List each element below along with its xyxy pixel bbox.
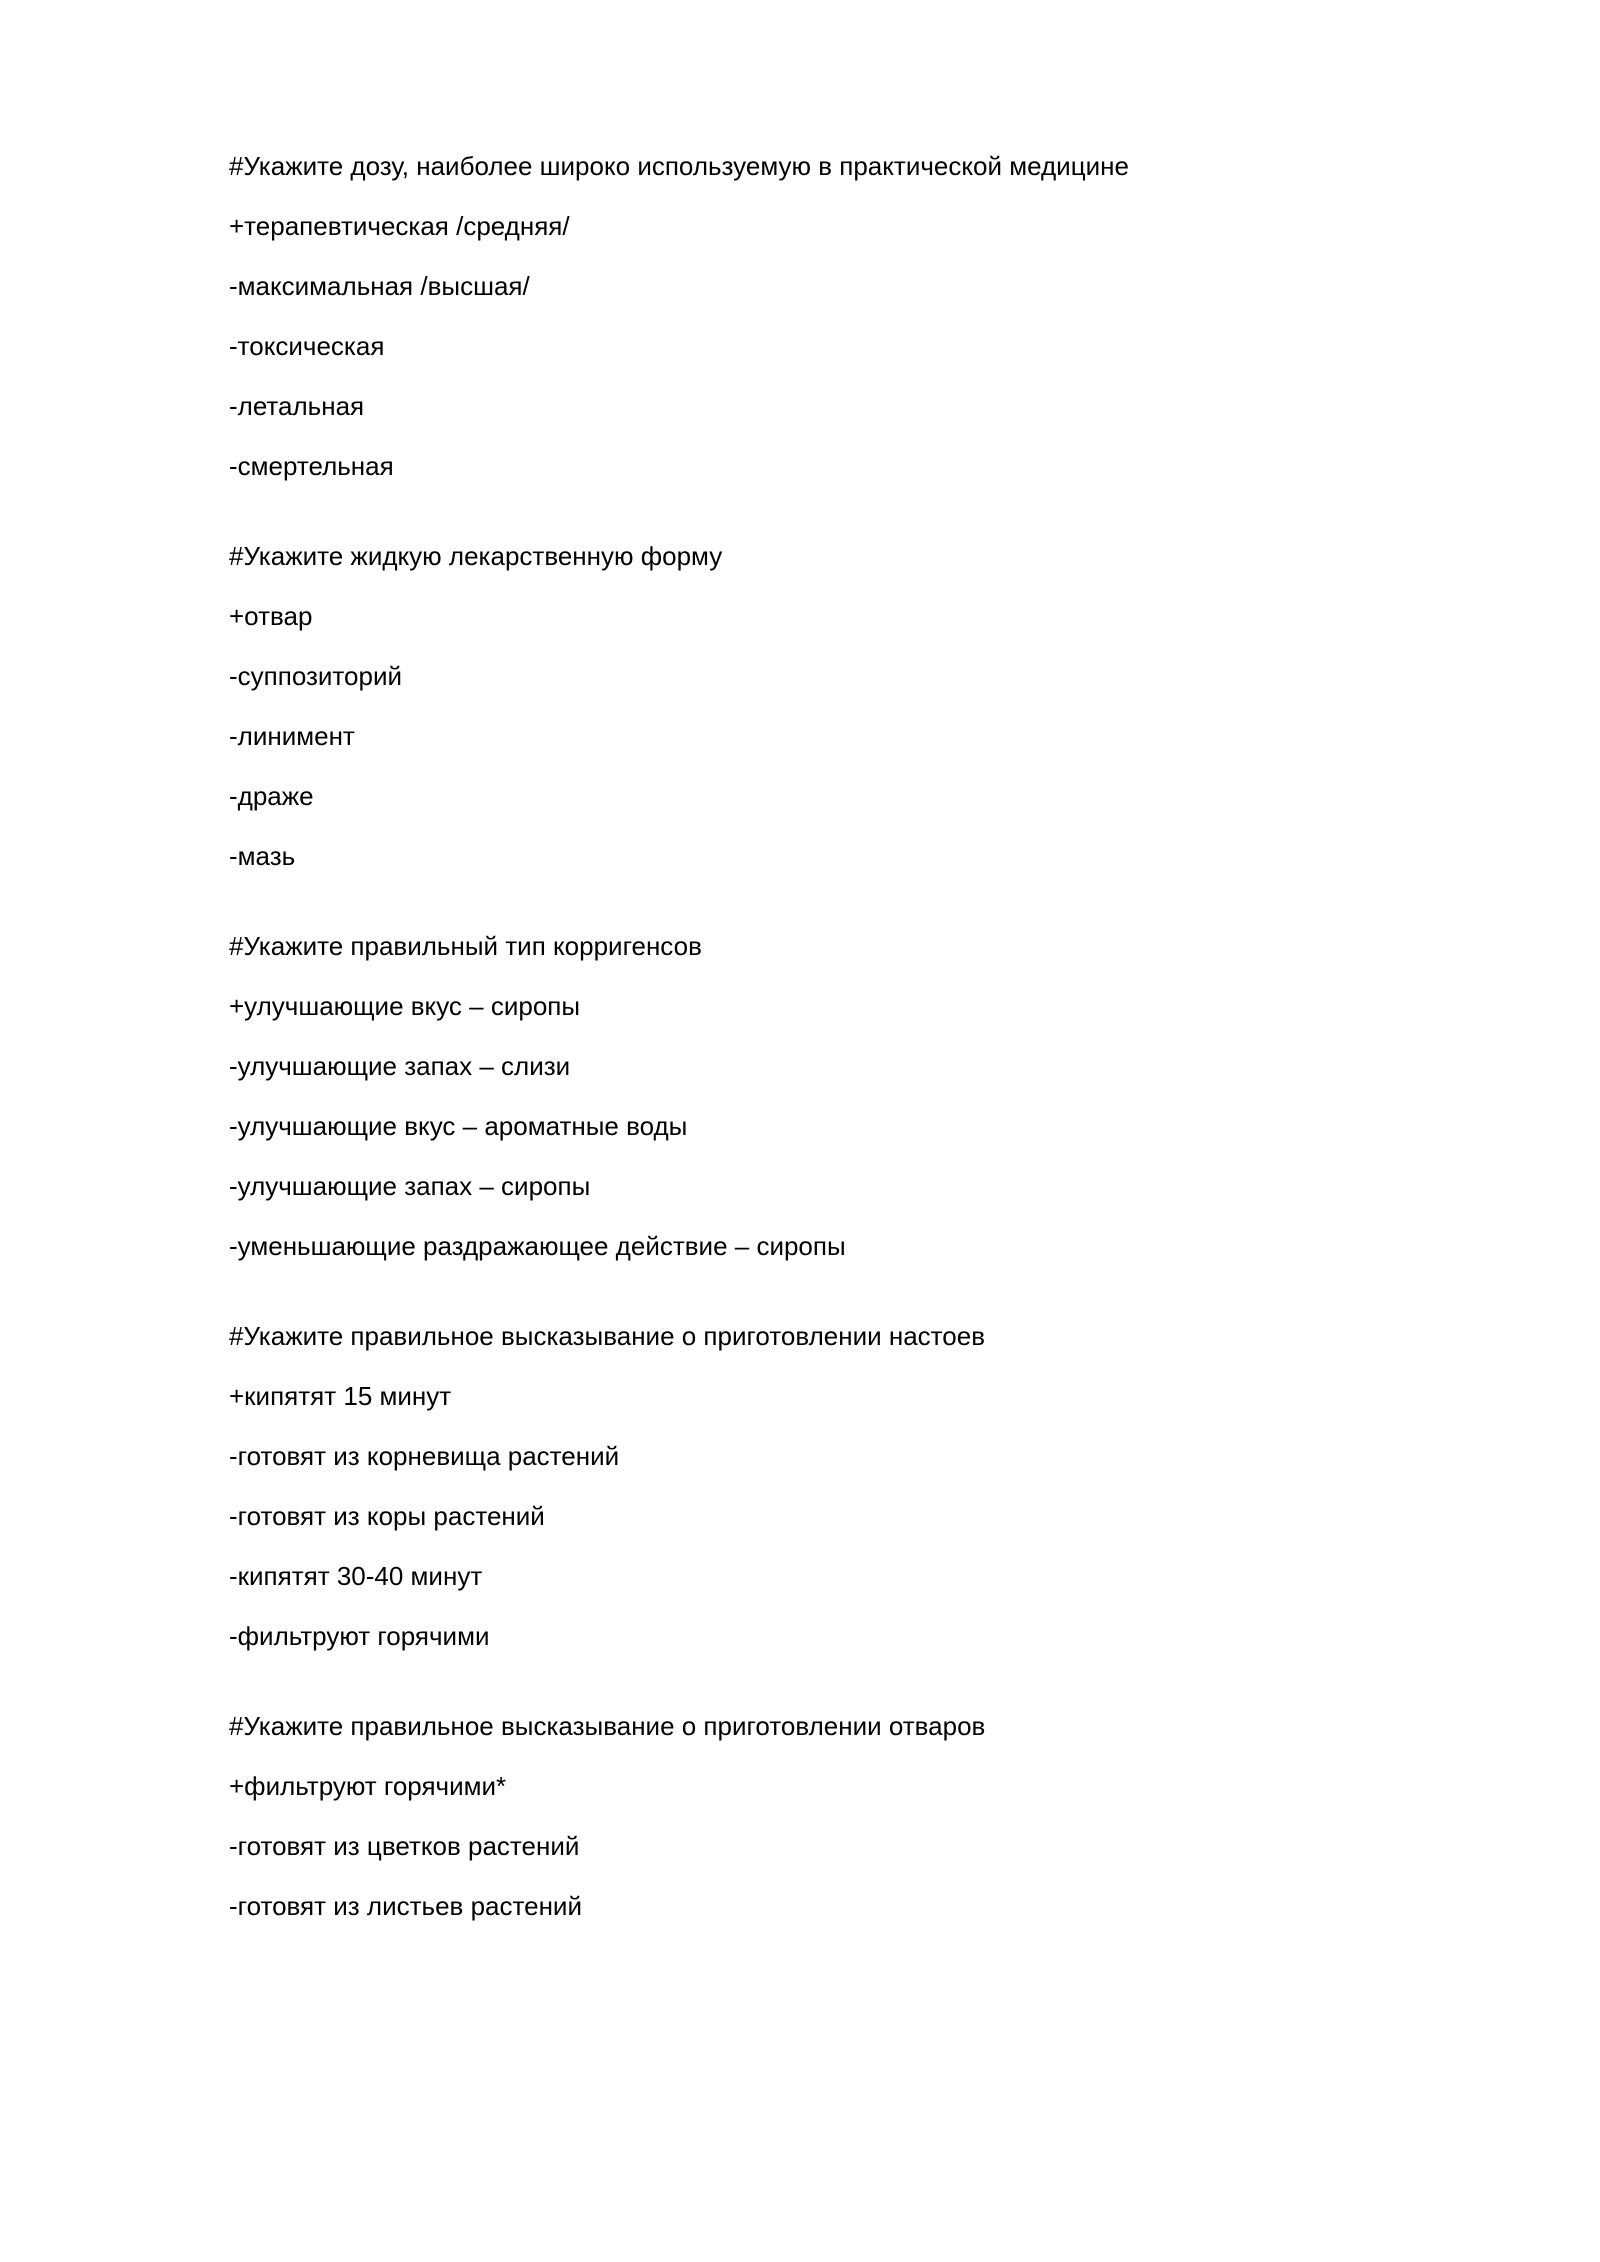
question-text: #Укажите дозу, наиболее широко используемую в практической медицине xyxy=(229,151,1129,181)
answer-option: -летальная xyxy=(229,391,365,421)
answer-option: -линимент xyxy=(229,721,355,751)
test-questions xyxy=(229,151,1399,1981)
answer-option: +терапевтическая /средняя/ xyxy=(229,211,570,241)
question-block xyxy=(229,931,1399,1261)
answer-option: -готовят из корневища растений xyxy=(229,1441,620,1471)
question-text: #Укажите правильное высказывание о приготовлении отваров xyxy=(229,1711,986,1741)
question-text: #Укажите жидкую лекарственную форму xyxy=(229,541,723,571)
question-block xyxy=(229,151,1399,481)
question-text: #Укажите правильное высказывание о приготовлении настоев xyxy=(229,1321,986,1351)
answer-option: -максимальная /высшая/ xyxy=(229,271,530,301)
question-block xyxy=(229,1711,1399,1921)
answer-option: +кипятят 15 минут xyxy=(229,1381,452,1411)
answer-option: -драже xyxy=(229,781,314,811)
answer-option: -суппозиторий xyxy=(229,661,403,691)
answer-option: -улучшающие вкус – ароматные воды xyxy=(229,1111,688,1141)
answer-option: -готовят из цветков растений xyxy=(229,1831,580,1861)
answer-option: -улучшающие запах – слизи xyxy=(229,1051,571,1081)
answer-option: -готовят из коры растений xyxy=(229,1501,545,1531)
answer-option: -смертельная xyxy=(229,451,394,481)
answer-option: -уменьшающие раздражающее действие – сиропы xyxy=(229,1231,846,1261)
answer-option: -мазь xyxy=(229,841,296,871)
answer-option: -готовят из листьев растений xyxy=(229,1891,582,1921)
answer-option: -токсическая xyxy=(229,331,385,361)
question-block xyxy=(229,541,1399,871)
answer-option: -фильтруют горячими xyxy=(229,1621,490,1651)
question-block xyxy=(229,1321,1399,1651)
answer-option: +фильтруют горячими* xyxy=(229,1771,507,1801)
answer-option: -кипятят 30-40 минут xyxy=(229,1561,483,1591)
answer-option: +улучшающие вкус – сиропы xyxy=(229,991,581,1021)
answer-option: -улучшающие запах – сиропы xyxy=(229,1171,591,1201)
answer-option: +отвар xyxy=(229,601,313,631)
question-text: #Укажите правильный тип корригенсов xyxy=(229,931,702,961)
